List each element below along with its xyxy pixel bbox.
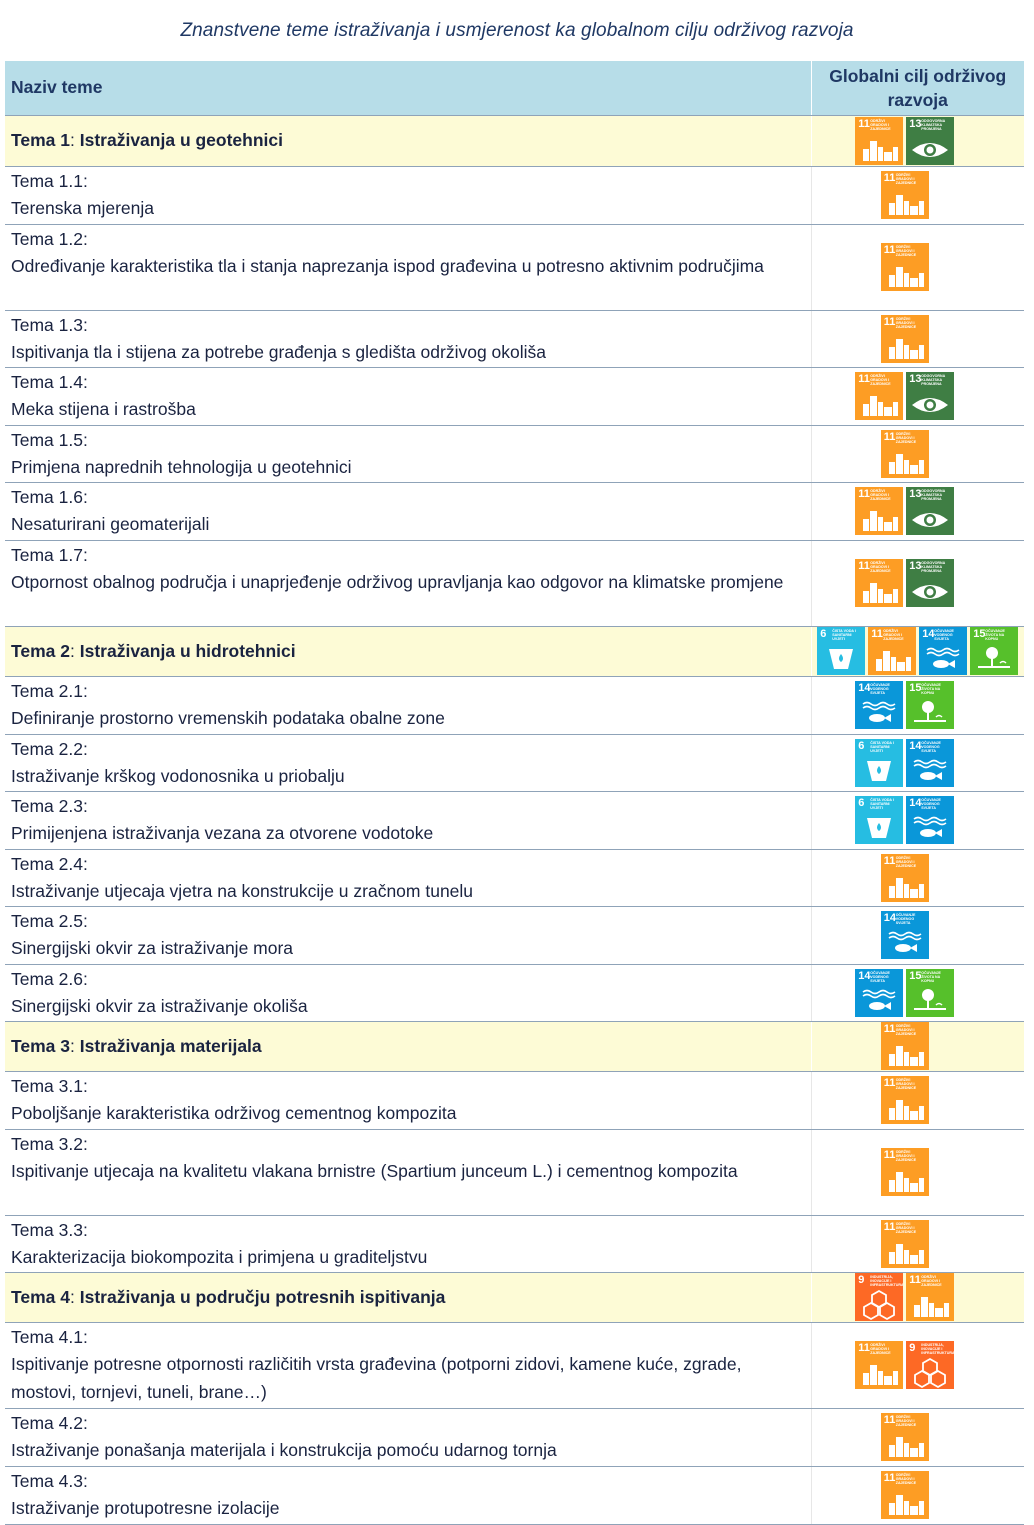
topic-row: [5, 964, 1024, 1021]
topic-title: Ispitivanje utjecaja na kvalitetu vlakana brnistre (Spartium junceum L.) i cementnog kompozita: [11, 1161, 738, 1181]
sdg-15-icon: 15 OČUVANJE ŽIVOTA NA KOPNU: [906, 969, 954, 1017]
topic-code: Tema 4.3:: [11, 1470, 88, 1491]
topic-code: Tema 1.5:: [11, 429, 88, 450]
topic-title-cell: [5, 425, 811, 482]
sdg-icon-group: [799, 1471, 1012, 1519]
sdg-13-icon: 13 ODGOVORNA KLIMATSKA PROMJENA: [906, 559, 954, 607]
theme-row: [5, 1272, 1024, 1322]
topic-row: [5, 791, 1024, 849]
sdg-14-icon: 14 OČUVANJE VODENOG SVIJETA: [919, 627, 967, 675]
topic-title-cell: [5, 1129, 811, 1215]
goal-cell: [811, 626, 1024, 676]
theme-title-cell: [5, 115, 811, 166]
topic-title: Ispitivanje potresne otpornosti različitih vrsta građevina (potporni zidovi, kamene kuće, zgrade, mostovi, tornjevi, tuneli, brane…): [11, 1354, 742, 1402]
goal-cell: [811, 1272, 1024, 1322]
theme-separator: :: [70, 130, 80, 151]
topic-row: [5, 224, 1024, 310]
theme-title: Istraživanja u hidrotehnici: [79, 640, 296, 661]
topic-code: Tema 1.6:: [11, 486, 88, 507]
sdg-icon-group: [799, 854, 1012, 902]
topic-row: [5, 849, 1024, 906]
topic-title-cell: [5, 1466, 811, 1524]
topic-title-cell: [5, 540, 811, 626]
goal-cell: [811, 367, 1024, 425]
sdg-11-icon: 11 ODRŽIVI GRADOVI I ZAJEDNICE: [855, 372, 903, 420]
sdg-icon-group: [799, 243, 1012, 291]
topic-title-cell: [5, 310, 811, 367]
topic-code: Tema 2.2:: [11, 738, 88, 759]
theme-prefix: Tema 2: [11, 640, 71, 661]
topic-row: [5, 540, 1024, 626]
topic-row: [5, 310, 1024, 367]
topic-row: [5, 1071, 1024, 1129]
theme-prefix: Tema 1: [11, 130, 71, 151]
topic-code: Tema 3.1:: [11, 1075, 88, 1096]
topic-title-cell: [5, 734, 811, 791]
topic-row: [5, 1466, 1024, 1524]
topic-title: Otpornost obalnog područja i unaprjeđenje održivog upravljanja kao odgovor na klimatske promjene: [11, 572, 784, 592]
goal-cell: [811, 1322, 1024, 1408]
topic-title-cell: [5, 906, 811, 964]
sdg-11-icon: 11 ODRŽIVI GRADOVI I ZAJEDNICE: [881, 854, 929, 902]
sdg-11-icon: 11 ODRŽIVI GRADOVI I ZAJEDNICE: [881, 430, 929, 478]
topic-title: Sinergijski okvir za istraživanje okoliša: [11, 996, 308, 1016]
sdg-icon-group: [799, 1022, 1012, 1070]
theme-title: Istraživanja materijala: [79, 1035, 262, 1056]
goal-cell: [811, 676, 1024, 734]
topic-title-cell: [5, 224, 811, 310]
sdg-9-icon: 9 INDUSTRIJA, INOVACIJE I INFRASTRUKTURA: [906, 1341, 954, 1389]
sdg-11-icon: 11 ODRŽIVI GRADOVI I ZAJEDNICE: [855, 1341, 903, 1389]
topic-row: [5, 1129, 1024, 1215]
sdg-11-icon: 11 ODRŽIVI GRADOVI I ZAJEDNICE: [855, 487, 903, 535]
goal-cell: [811, 906, 1024, 964]
sdg-11-icon: 11 ODRŽIVI GRADOVI I ZAJEDNICE: [881, 171, 929, 219]
sdg-14-icon: 14 OČUVANJE VODENOG SVIJETA: [906, 739, 954, 787]
topic-row: [5, 1215, 1024, 1272]
goal-cell: [811, 1215, 1024, 1272]
goal-cell: [811, 1466, 1024, 1524]
topic-row: [5, 482, 1024, 540]
sdg-icon-group: [799, 372, 1012, 420]
topic-code: Tema 1.3:: [11, 314, 88, 335]
theme-title: Istraživanja u geotehnici: [79, 130, 283, 151]
goal-cell: [811, 224, 1024, 310]
sdg-icon-group: [799, 1076, 1012, 1124]
sdg-11-icon: 11 ODRŽIVI GRADOVI I ZAJEDNICE: [881, 1220, 929, 1268]
theme-title: Istraživanja u području potresnih ispitivanja: [79, 1286, 446, 1307]
topic-row: [5, 676, 1024, 734]
topic-row: [5, 425, 1024, 482]
theme-title-cell: [5, 1021, 811, 1071]
topic-title: Istraživanje protupotresne izolacije: [11, 1498, 280, 1518]
sdg-icon-group: [799, 969, 1012, 1017]
sdg-icon-group: [799, 796, 1012, 844]
topic-row: [5, 367, 1024, 425]
topic-row: [5, 1408, 1024, 1466]
sdg-14-icon: 14 OČUVANJE VODENOG SVIJETA: [855, 969, 903, 1017]
topic-title: Istraživanje krškog vodonosnika u priobalju: [11, 766, 345, 786]
sdg-6-icon: 6 ČISTA VODA I SANITARNI UVJETI: [855, 739, 903, 787]
topic-title-cell: [5, 964, 811, 1021]
topic-title-cell: [5, 367, 811, 425]
topic-code: Tema 1.7:: [11, 544, 88, 565]
topic-code: Tema 3.3:: [11, 1219, 88, 1240]
sdg-icon-group: [799, 1220, 1012, 1268]
sdg-14-icon: 14 OČUVANJE VODENOG SVIJETA: [855, 681, 903, 729]
topic-row: [5, 166, 1024, 224]
topic-title-cell: [5, 1408, 811, 1466]
topic-code: Tema 1.4:: [11, 371, 88, 392]
goal-cell: [811, 849, 1024, 906]
goal-cell: [811, 964, 1024, 1021]
sdg-icon-group: [799, 1341, 1012, 1389]
topic-title-cell: [5, 166, 811, 224]
sdg-11-icon: 11 ODRŽIVI GRADOVI I ZAJEDNICE: [855, 117, 903, 165]
goal-cell: [811, 1408, 1024, 1466]
sdg-11-icon: 11 ODRŽIVI GRADOVI I ZAJEDNICE: [855, 559, 903, 607]
sdg-13-icon: 13 ODGOVORNA KLIMATSKA PROMJENA: [906, 117, 954, 165]
topic-title-cell: [5, 1071, 811, 1129]
goal-cell: [811, 310, 1024, 367]
theme-title-cell: [5, 1272, 811, 1322]
topic-code: Tema 2.6:: [11, 968, 88, 989]
topic-title: Određivanje karakteristika tla i stanja naprezanja ispod građevina u potresno aktivnim područjima: [11, 256, 764, 276]
goal-cell: [811, 540, 1024, 626]
topic-title: Karakterizacija biokompozita i primjena u graditeljstvu: [11, 1247, 428, 1267]
theme-row: [5, 1021, 1024, 1071]
table-header-row: [5, 61, 1024, 115]
theme-prefix: Tema 3: [11, 1035, 71, 1056]
topic-row: [5, 1322, 1024, 1408]
goal-cell: [811, 1071, 1024, 1129]
goal-cell: [811, 1021, 1024, 1071]
sdg-15-icon: 15 OČUVANJE ŽIVOTA NA KOPNU: [906, 681, 954, 729]
topic-code: Tema 2.1:: [11, 680, 88, 701]
theme-separator: :: [70, 640, 80, 661]
topic-title: Terenska mjerenja: [11, 198, 154, 218]
sdg-11-icon: 11 ODRŽIVI GRADOVI I ZAJEDNICE: [906, 1273, 954, 1321]
sdg-icon-group: [799, 911, 1012, 959]
topics-table: [5, 61, 1024, 1525]
topic-row: [5, 906, 1024, 964]
goal-cell: [811, 482, 1024, 540]
topic-title: Definiranje prostorno vremenskih podataka obalne zone: [11, 708, 445, 728]
theme-title-cell: [5, 626, 811, 676]
sdg-icon-group: [799, 117, 1012, 165]
theme-row: [5, 115, 1024, 166]
topic-title: Istraživanje utjecaja vjetra na konstrukcije u zračnom tunelu: [11, 881, 474, 901]
theme-separator: :: [70, 1035, 80, 1056]
topic-code: Tema 1.2:: [11, 228, 88, 249]
topic-title-cell: [5, 676, 811, 734]
goal-cell: [811, 791, 1024, 849]
sdg-icon-group: [812, 627, 1025, 675]
topic-title: Istraživanje ponašanja materijala i konstrukcija pomoću udarnog tornja: [11, 1440, 557, 1460]
sdg-icon-group: [799, 739, 1012, 787]
sdg-11-icon: 11 ODRŽIVI GRADOVI I ZAJEDNICE: [881, 243, 929, 291]
topic-title: Nesaturirani geomaterijali: [11, 514, 210, 534]
topic-title-cell: [5, 849, 811, 906]
sdg-11-icon: 11 ODRŽIVI GRADOVI I ZAJEDNICE: [868, 627, 916, 675]
topic-title-cell: [5, 791, 811, 849]
sdg-icon-group: [799, 1273, 1012, 1321]
topic-title: Primijenjena istraživanja vezana za otvorene vodotoke: [11, 823, 434, 843]
sdg-14-icon: 14 OČUVANJE VODENOG SVIJETA: [906, 796, 954, 844]
sdg-11-icon: 11 ODRŽIVI GRADOVI I ZAJEDNICE: [881, 315, 929, 363]
sdg-icon-group: [799, 430, 1012, 478]
topic-title: Meka stijena i rastrošba: [11, 399, 196, 419]
sdg-icon-group: [799, 681, 1012, 729]
topic-title-cell: [5, 482, 811, 540]
topic-code: Tema 1.1:: [11, 170, 88, 191]
topic-title-cell: [5, 1322, 811, 1408]
sdg-11-icon: 11 ODRŽIVI GRADOVI I ZAJEDNICE: [881, 1148, 929, 1196]
theme-separator: :: [70, 1286, 80, 1307]
topic-code: Tema 2.4:: [11, 853, 88, 874]
sdg-15-icon: 15 OČUVANJE ŽIVOTA NA KOPNU: [970, 627, 1018, 675]
topic-code: Tema 4.1:: [11, 1326, 88, 1347]
topic-code: Tema 2.5:: [11, 910, 88, 931]
sdg-icon-group: [799, 487, 1012, 535]
topic-code: Tema 2.3:: [11, 795, 88, 816]
sdg-11-icon: 11 ODRŽIVI GRADOVI I ZAJEDNICE: [881, 1413, 929, 1461]
goal-cell: [811, 734, 1024, 791]
topic-row: [5, 734, 1024, 791]
sdg-icon-group: [799, 315, 1012, 363]
sdg-11-icon: 11 ODRŽIVI GRADOVI I ZAJEDNICE: [881, 1022, 929, 1070]
sdg-13-icon: 13 ODGOVORNA KLIMATSKA PROMJENA: [906, 372, 954, 420]
sdg-icon-group: [799, 559, 1012, 607]
sdg-icon-group: [799, 171, 1012, 219]
column-header-goal: Globalni cilj održivog razvoja: [811, 61, 1024, 115]
sdg-11-icon: 11 ODRŽIVI GRADOVI I ZAJEDNICE: [881, 1076, 929, 1124]
sdg-11-icon: 11 ODRŽIVI GRADOVI I ZAJEDNICE: [881, 1471, 929, 1519]
topic-title: Poboljšanje karakteristika održivog cementnog kompozita: [11, 1103, 457, 1123]
topic-code: Tema 4.2:: [11, 1412, 88, 1433]
goal-cell: [811, 1129, 1024, 1215]
topic-title: Sinergijski okvir za istraživanje mora: [11, 938, 294, 958]
topic-code: Tema 3.2:: [11, 1133, 88, 1154]
sdg-13-icon: 13 ODGOVORNA KLIMATSKA PROMJENA: [906, 487, 954, 535]
sdg-icon-group: [799, 1413, 1012, 1461]
sdg-icon-group: [799, 1148, 1012, 1196]
goal-cell: [811, 425, 1024, 482]
sdg-6-icon: 6 ČISTA VODA I SANITARNI UVJETI: [817, 627, 865, 675]
column-header-name: Naziv teme: [5, 61, 811, 115]
topic-title-cell: [5, 1215, 811, 1272]
goal-cell: [811, 115, 1024, 166]
sdg-6-icon: 6 ČISTA VODA I SANITARNI UVJETI: [855, 796, 903, 844]
goal-cell: [811, 166, 1024, 224]
topic-title: Ispitivanja tla i stijena za potrebe građenja s gledišta održivog okoliša: [11, 342, 547, 362]
topic-title: Primjena naprednih tehnologija u geotehnici: [11, 457, 352, 477]
table-caption: Znanstvene teme istraživanja i usmjerenost ka globalnom cilju održivog razvoja: [180, 20, 854, 41]
theme-row: [5, 626, 1024, 676]
theme-prefix: Tema 4: [11, 1286, 71, 1307]
sdg-9-icon: 9 INDUSTRIJA, INOVACIJE I INFRASTRUKTURA: [855, 1273, 903, 1321]
sdg-14-icon: 14 OČUVANJE VODENOG SVIJETA: [881, 911, 929, 959]
